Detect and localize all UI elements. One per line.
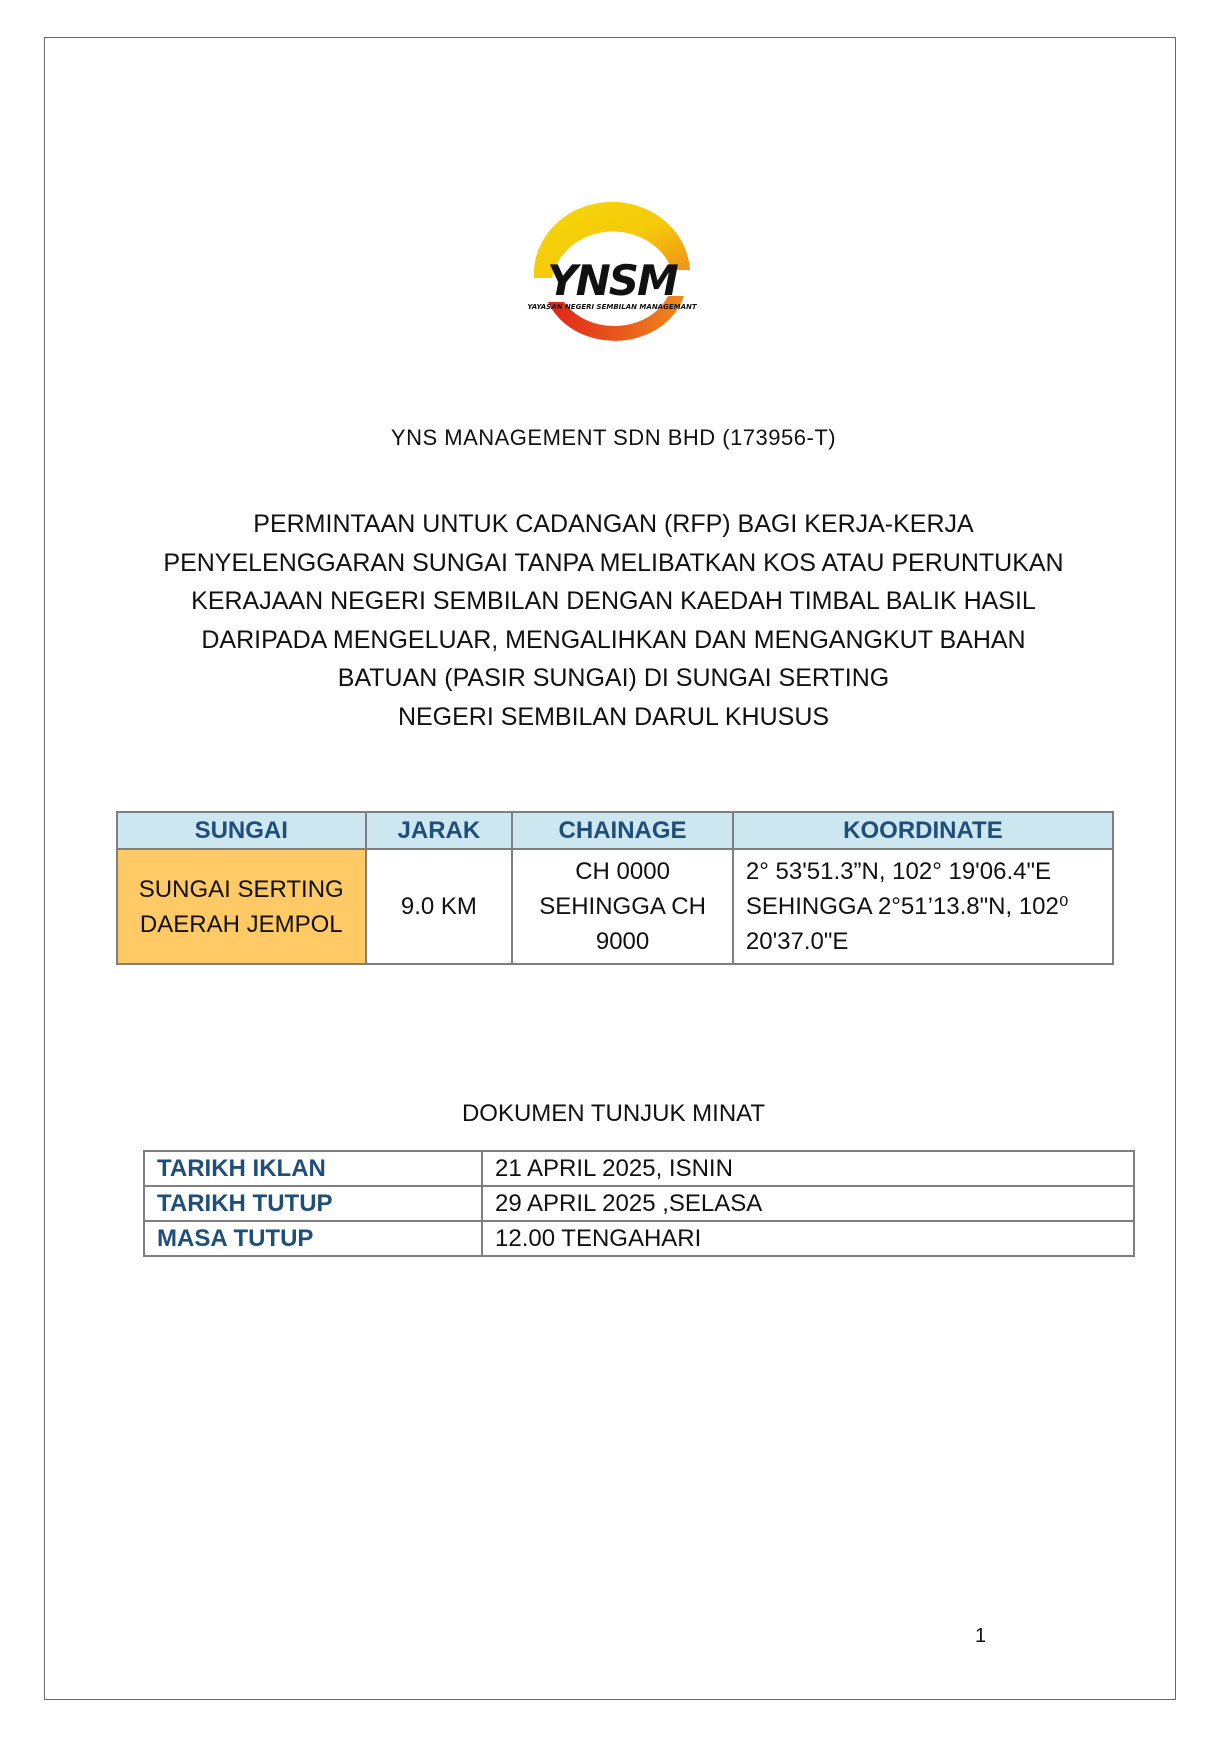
row-label: TARIKH TUTUP [144,1186,482,1221]
cell-koordinate: 2° 53'51.3”N, 102° 19'06.4"E SEHINGGA 2°51’13.8"N, 102⁰ 20'37.0"E [733,849,1113,964]
row-value: 12.00 TENGAHARI [482,1221,1134,1256]
header-koordinate: KOORDINATE [733,812,1113,849]
company-name: YNS MANAGEMENT SDN BHD (173956-T) [390,425,837,450]
row-label: MASA TUTUP [144,1221,482,1256]
table-row [144,1151,1134,1186]
river-table-header [117,812,1113,849]
dokumen-heading: DOKUMEN TUNJUK MINAT [461,1100,766,1127]
title-line: PERMINTAAN UNTUK CADANGAN (RFP) BAGI KERJA-KERJA [253,510,974,538]
title-line: BATUAN (PASIR SUNGAI) DI SUNGAI SERTING [337,664,890,692]
river-table [116,811,1114,965]
ynsm-logo [512,200,712,365]
logo-tagline: YAYASAN NEGERI SEMBILAN MANAGEMANT [527,303,697,311]
header-sungai: SUNGAI [117,812,366,849]
table-row [144,1186,1134,1221]
row-label: TARIKH IKLAN [144,1151,482,1186]
row-value: 29 APRIL 2025 ,SELASA [482,1186,1134,1221]
table-row [117,849,1113,964]
title-line: DARIPADA MENGELUAR, MENGALIHKAN DAN MENGANGKUT BAHAN [201,625,1026,654]
row-value: 21 APRIL 2025, ISNIN [482,1151,1134,1186]
page-number: 1 [975,1625,987,1647]
dates-table [143,1150,1135,1257]
cell-jarak: 9.0 KM [366,849,513,964]
header-jarak: JARAK [366,812,513,849]
cell-chainage: CH 0000 SEHINGGA CH 9000 [512,849,733,964]
title-line: KERAJAAN NEGERI SEMBILAN DENGAN KAEDAH TIMBAL BALIK HASIL [191,587,1036,615]
logo-brand-text: YNSM [547,256,677,305]
title-line: NEGERI SEMBILAN DARUL KHUSUS [397,702,830,731]
title-line: PENYELENGGARAN SUNGAI TANPA MELIBATKAN KOS ATAU PERUNTUKAN [163,548,1064,577]
table-row [144,1221,1134,1256]
cell-sungai: SUNGAI SERTING DAERAH JEMPOL [117,849,366,964]
document-title [100,505,1127,736]
header-chainage: CHAINAGE [512,812,733,849]
